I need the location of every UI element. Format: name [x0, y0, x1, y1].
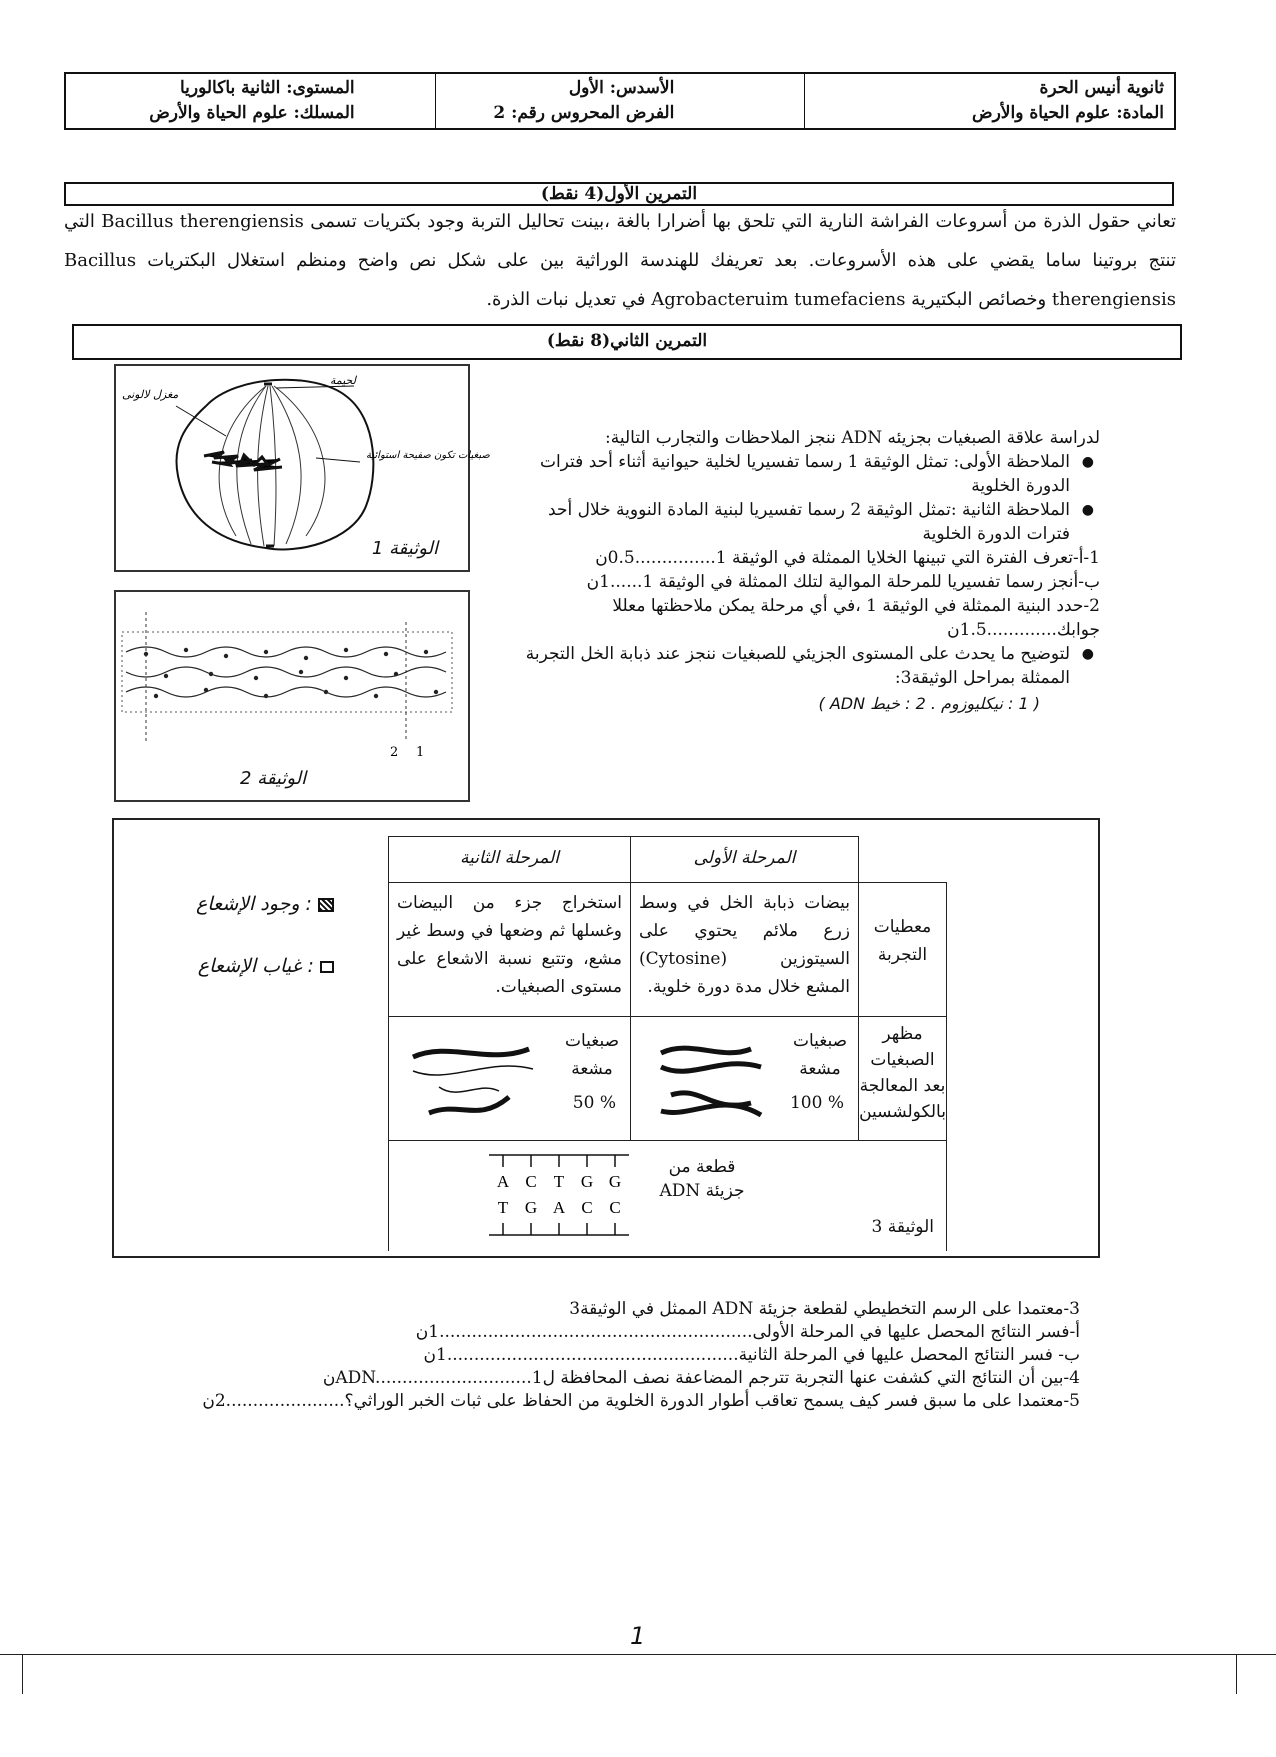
observation-1-text: الملاحظة الأولى: تمثل الوثيقة 1 رسما تفسيريا لخلية حيوانية أثناء أحد فترات الدورة الخلوية: [539, 452, 1070, 496]
header-exam-cell: [435, 74, 805, 128]
exam-number: الفرض المحروس رقم: 2: [493, 103, 675, 123]
subject: المادة: علوم الحياة والأرض: [972, 103, 1164, 123]
row-appearance-label: مظهر الصبغيات بعد المعالجة بالكولشسين: [859, 1017, 947, 1141]
dna-base-top: G: [608, 1172, 622, 1191]
track: المسلك: علوم الحياة والأرض: [149, 103, 355, 123]
question-4: 4-بين أن النتائج التي كشفت عنها التجربة تترجم المضاعفة نصف المحافظة لADN.............................1ن: [322, 1368, 1080, 1388]
bullet: ●: [1081, 454, 1094, 470]
phase-2-chromosomes: [389, 1017, 631, 1141]
exercise2-title: [72, 324, 1182, 360]
header-school-cell: [804, 74, 1174, 128]
legend-presence: [184, 888, 334, 920]
phase-2-text: استخراج جزء من البيضات وغسلها ثم وضعها في وسط غير مشع، وتتبع نسبة الاشعاع على مستوى الصبغيات.: [389, 883, 631, 1017]
question-5: 5-معتمدا على ما سبق فسر كيف يسمح تعاقب أطوار الدورة الخلوية من الحفاظ على ثبات الخبر الوراثي؟......................2ن: [202, 1391, 1080, 1411]
phase-2-percent: 50 %: [572, 1093, 616, 1113]
questions-block: [160, 1298, 1080, 1413]
legend-filled-square-icon: [318, 898, 334, 912]
question-2: 2-حدد البنية الممثلة في الوثيقة 1 ،في أي مرحلة يمكن ملاحظتها معللا جوابك.............1.5ن: [612, 596, 1100, 640]
phase-1-chrom-label: صبغيات مشعة: [792, 1031, 848, 1079]
chromatin-drawing: [116, 592, 468, 762]
exercise2-intro: لدراسة علاقة الصبغيات بجزيئه ADN ننجز الملاحظات والتجارب التالية:: [604, 428, 1100, 448]
question-1b: ب-أنجز رسما تفسيريا للمرحلة الموالية لتلك الممثلة في الوثيقة 1......1ن: [586, 572, 1100, 592]
exercise2-text: [520, 426, 1100, 716]
header-table: [64, 72, 1176, 130]
dna-base-top: G: [580, 1172, 594, 1191]
dna-fragment-label: قطعة من جزيئة ADN: [659, 1157, 745, 1201]
phase-1-percent: 100 %: [789, 1093, 844, 1113]
dna-fragment-drawing: [489, 1149, 639, 1243]
semester: الأسدس: الأول: [568, 78, 675, 98]
dna-base-bottom: C: [581, 1198, 593, 1217]
doc2-mark-1: 1: [416, 745, 425, 760]
legend-absence-text: : غياب الإشعاع: [197, 955, 314, 977]
phase-1-header: المرحلة الأولى: [631, 837, 859, 883]
phase-1-chromosomes: [631, 1017, 859, 1141]
experiment-intro-text: لتوضيح ما يحدث على المستوى الجزيئي للصبغيات ننجز عند ذبابة الخل التجربة الممثلة بمراحل الوثيقة3:: [525, 644, 1070, 688]
document-1-label: الوثيقة 1: [371, 538, 438, 559]
legend-empty-square-icon: [320, 961, 334, 973]
dna-base-top: T: [553, 1172, 565, 1191]
dna-base-bottom: G: [524, 1198, 538, 1217]
question-3: 3-معتمدا على الرسم التخطيطي لقطعة جزيئة ADN الممثل في الوثيقة3: [569, 1299, 1080, 1319]
phase-1-text: بيضات ذبابة الخل في وسط زرع ملائم يحتوي على السيتوزين (Cytosine) المشع خلال مدة دورة خلوية.: [631, 883, 859, 1017]
observation-2-text: الملاحظة الثانية :تمثل الوثيقة 2 رسما تفسيريا لبنية المادة النووية خلال أحد فترات الدورة الخلوية: [548, 500, 1070, 544]
document-3: [112, 818, 1100, 1258]
experiment-intro: [520, 642, 1094, 690]
phase-2-chrom-label: صبغيات مشعة: [564, 1031, 620, 1079]
question-3b: ب- فسر النتائج المحصل عليها في المرحلة الثانية......................................................1ن: [423, 1345, 1080, 1365]
document-1: [114, 364, 490, 572]
dna-base-bottom: A: [552, 1198, 566, 1217]
handwritten-note: ( 1 : نيكليوزوم . 2 : خيط ADN ): [818, 694, 1040, 713]
observation-2: [520, 498, 1094, 546]
footer-tick-left: [22, 1654, 23, 1694]
footer-tick-right: [1236, 1654, 1237, 1694]
doc2-mark-2: 2: [390, 745, 399, 760]
dna-base-bottom: C: [609, 1198, 621, 1217]
annotation-spindle: مغزل لالونى: [122, 388, 179, 401]
phase-2-header: المرحلة الثانية: [389, 837, 631, 883]
annotation-equatorial-plate: صبغيات تكون صفيحة استوائية: [366, 450, 490, 461]
document-2-label: الوثيقة 2: [240, 768, 307, 789]
question-1a: 1-أ-تعرف الفترة التي تبينها الخلايا الممثلة في الوثيقة 1...............0.5ن: [595, 548, 1100, 568]
observation-1: [520, 450, 1094, 498]
exercise1-title-text: التمرين الأول(4 نقط): [540, 184, 698, 204]
dna-base-top: C: [525, 1172, 537, 1191]
bullet: ●: [1081, 646, 1094, 662]
school-name: ثانوية أنيس الحرة: [1039, 78, 1164, 98]
legend-absence: [184, 950, 334, 982]
dna-base-top: A: [496, 1172, 510, 1191]
header-level-cell: [66, 74, 435, 128]
document-2: [114, 590, 470, 802]
legend: [184, 888, 334, 982]
row-experiment-label: معطيات التجربة: [859, 883, 947, 1017]
level: المستوى: الثانية باكالوريا: [179, 78, 355, 98]
dna-fragment-row: [389, 1141, 947, 1251]
exercise1-text: تعاني حقول الذرة من أسروعات الفراشة النارية التي تلحق بها أضرارا بالغة ،بينت تحاليل التربة وجود بكتريات تسمى Bacillus therengiensis التي تنتج بروتينا ساما يقضي على هذه الأسروعات. بعد تعريفك للهندسة الوراثية بين على شكل نص واضح ومنظم استغلال البكتريات Bacillus therengiensis وخصائص البكتيرية Agrobacteruim tumefaciens في تعديل نبات الذرة.: [64, 211, 1176, 310]
empty-corner: [859, 837, 947, 883]
bullet: ●: [1081, 502, 1094, 518]
question-3a: أ-فسر النتائج المحصل عليها في المرحلة الأولى..........................................................1ن: [415, 1322, 1080, 1342]
exercise2-title-text: التمرين الثاني(8 نقط): [546, 331, 708, 351]
page-number: 1: [630, 1622, 646, 1650]
half-radioactive-chromosome-drawing: [399, 1031, 549, 1127]
document-3-label: الوثيقة 3: [871, 1216, 934, 1237]
radioactive-chromosome-drawing: [641, 1031, 781, 1127]
footer-rule: [0, 1654, 1276, 1655]
dna-base-bottom: T: [497, 1198, 509, 1217]
annotation-centrosome: لحيمة: [329, 374, 356, 387]
legend-presence-text: : وجود الإشعاع: [195, 893, 312, 915]
experiment-table: [388, 836, 947, 1251]
